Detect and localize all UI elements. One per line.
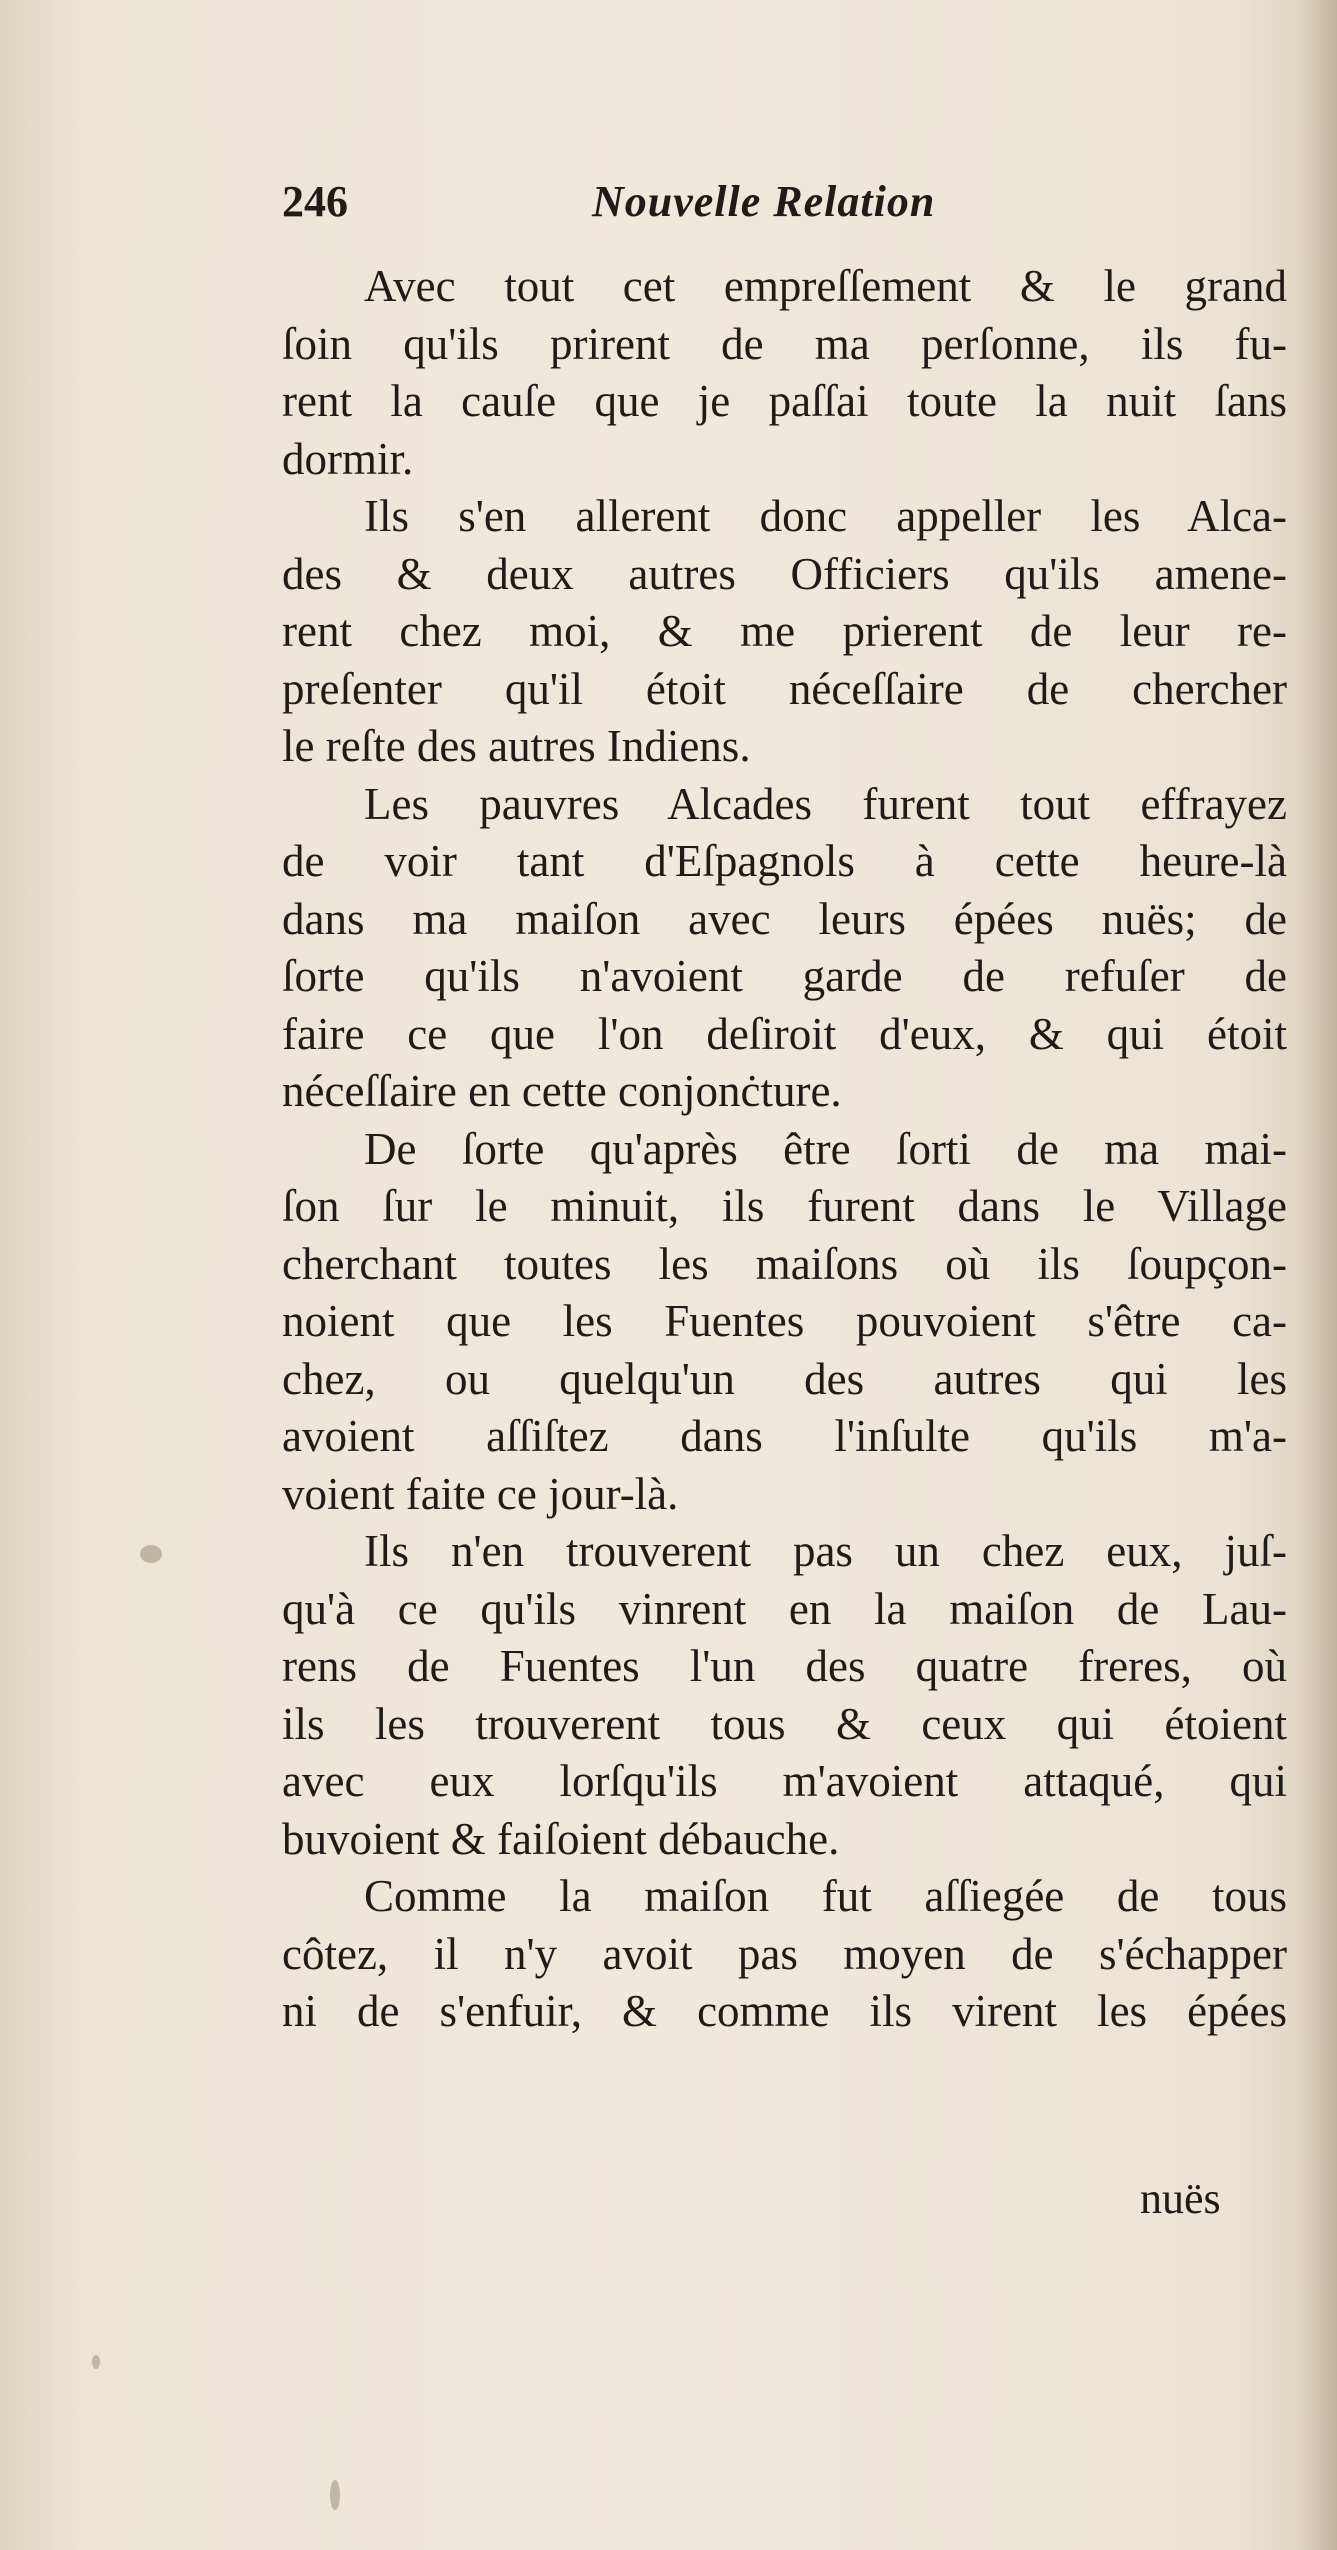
paragraph bbox=[282, 1121, 1287, 1524]
page-edge-shadow bbox=[1297, 0, 1337, 2550]
paragraph bbox=[282, 1523, 1287, 1868]
paper-stain bbox=[92, 2355, 100, 2369]
text-line: voient faite ce jour-là. bbox=[282, 1468, 679, 1519]
text-line: chez, ou quelqu'un des autres qui les bbox=[282, 1353, 1287, 1404]
text-line: qu'à ce qu'ils vinrent en la maiſon de Lau- bbox=[282, 1583, 1287, 1634]
text-line: ils les trouverent tous & ceux qui étoient bbox=[282, 1698, 1287, 1749]
text-line: ſoin qu'ils prirent de ma perſonne, ils fu- bbox=[282, 318, 1287, 369]
text-line: avoient aſſiſtez dans l'inſulte qu'ils m'a- bbox=[282, 1411, 1287, 1461]
page-number: 246 bbox=[282, 177, 348, 226]
text-line: Ils s'en allerent donc appeller les Alca- bbox=[364, 491, 1287, 541]
text-line: Ils n'en trouverent pas un chez eux, juſ- bbox=[364, 1526, 1287, 1576]
text-line: Comme la maiſon fut aſſiegée de tous bbox=[364, 1871, 1287, 1921]
text-line: ni de s'enfuir, & comme ils virent les épées bbox=[282, 1986, 1287, 2036]
text-line: côtez, il n'y avoit pas moyen de s'échapper bbox=[282, 1928, 1287, 1979]
text-line: ſon ſur le minuit, ils furent dans le Village bbox=[282, 1181, 1287, 1231]
catchword: nuës bbox=[1140, 2174, 1221, 2223]
paragraph bbox=[282, 1868, 1287, 2041]
text-line: ſorte qu'ils n'avoient garde de refuſer de bbox=[282, 951, 1287, 1001]
paper-stain bbox=[140, 1545, 162, 1563]
text-line: dormir. bbox=[282, 433, 414, 484]
text-line: avec eux lorſqu'ils m'avoient attaqué, qui bbox=[282, 1756, 1287, 1806]
body-text bbox=[282, 258, 1287, 2041]
text-line: de voir tant d'Eſpagnols à cette heure-là bbox=[282, 836, 1287, 886]
paragraph bbox=[282, 776, 1287, 1121]
text-line: des & deux autres Officiers qu'ils amene- bbox=[282, 548, 1287, 599]
text-line: dans ma maiſon avec leurs épées nuës; de bbox=[282, 893, 1287, 944]
text-line: Les pauvres Alcades furent tout effrayez bbox=[364, 778, 1287, 829]
text-line: rens de Fuentes l'un des quatre freres, où bbox=[282, 1641, 1287, 1691]
text-line: cherchant toutes les maiſons où ils ſoupçon- bbox=[282, 1238, 1287, 1289]
text-line: Avec tout cet empreſſement & le grand bbox=[364, 261, 1287, 311]
text-line: De ſorte qu'après être ſorti de ma mai- bbox=[364, 1123, 1287, 1174]
text-line: noient que les Fuentes pouvoient s'être ca- bbox=[282, 1296, 1287, 1346]
text-line: rent chez moi, & me prierent de leur re- bbox=[282, 606, 1287, 656]
text-line: preſenter qu'il étoit néceſſaire de chercher bbox=[282, 663, 1287, 714]
running-header bbox=[282, 176, 1042, 236]
text-line: le reſte des autres Indiens. bbox=[282, 721, 751, 771]
paragraph bbox=[282, 488, 1287, 776]
paper-stain bbox=[330, 2480, 340, 2510]
text-line: rent la cauſe que je paſſai toute la nuit ſans bbox=[282, 376, 1287, 426]
text-line: buvoient & faiſoient débauche. bbox=[282, 1813, 840, 1864]
text-line: faire ce que l'on deſiroit d'eux, & qui étoit bbox=[282, 1008, 1287, 1059]
running-title: Nouvelle Relation bbox=[592, 177, 936, 226]
text-line: néceſſaire en cette conjonċture. bbox=[282, 1066, 842, 1116]
paragraph bbox=[282, 258, 1287, 488]
